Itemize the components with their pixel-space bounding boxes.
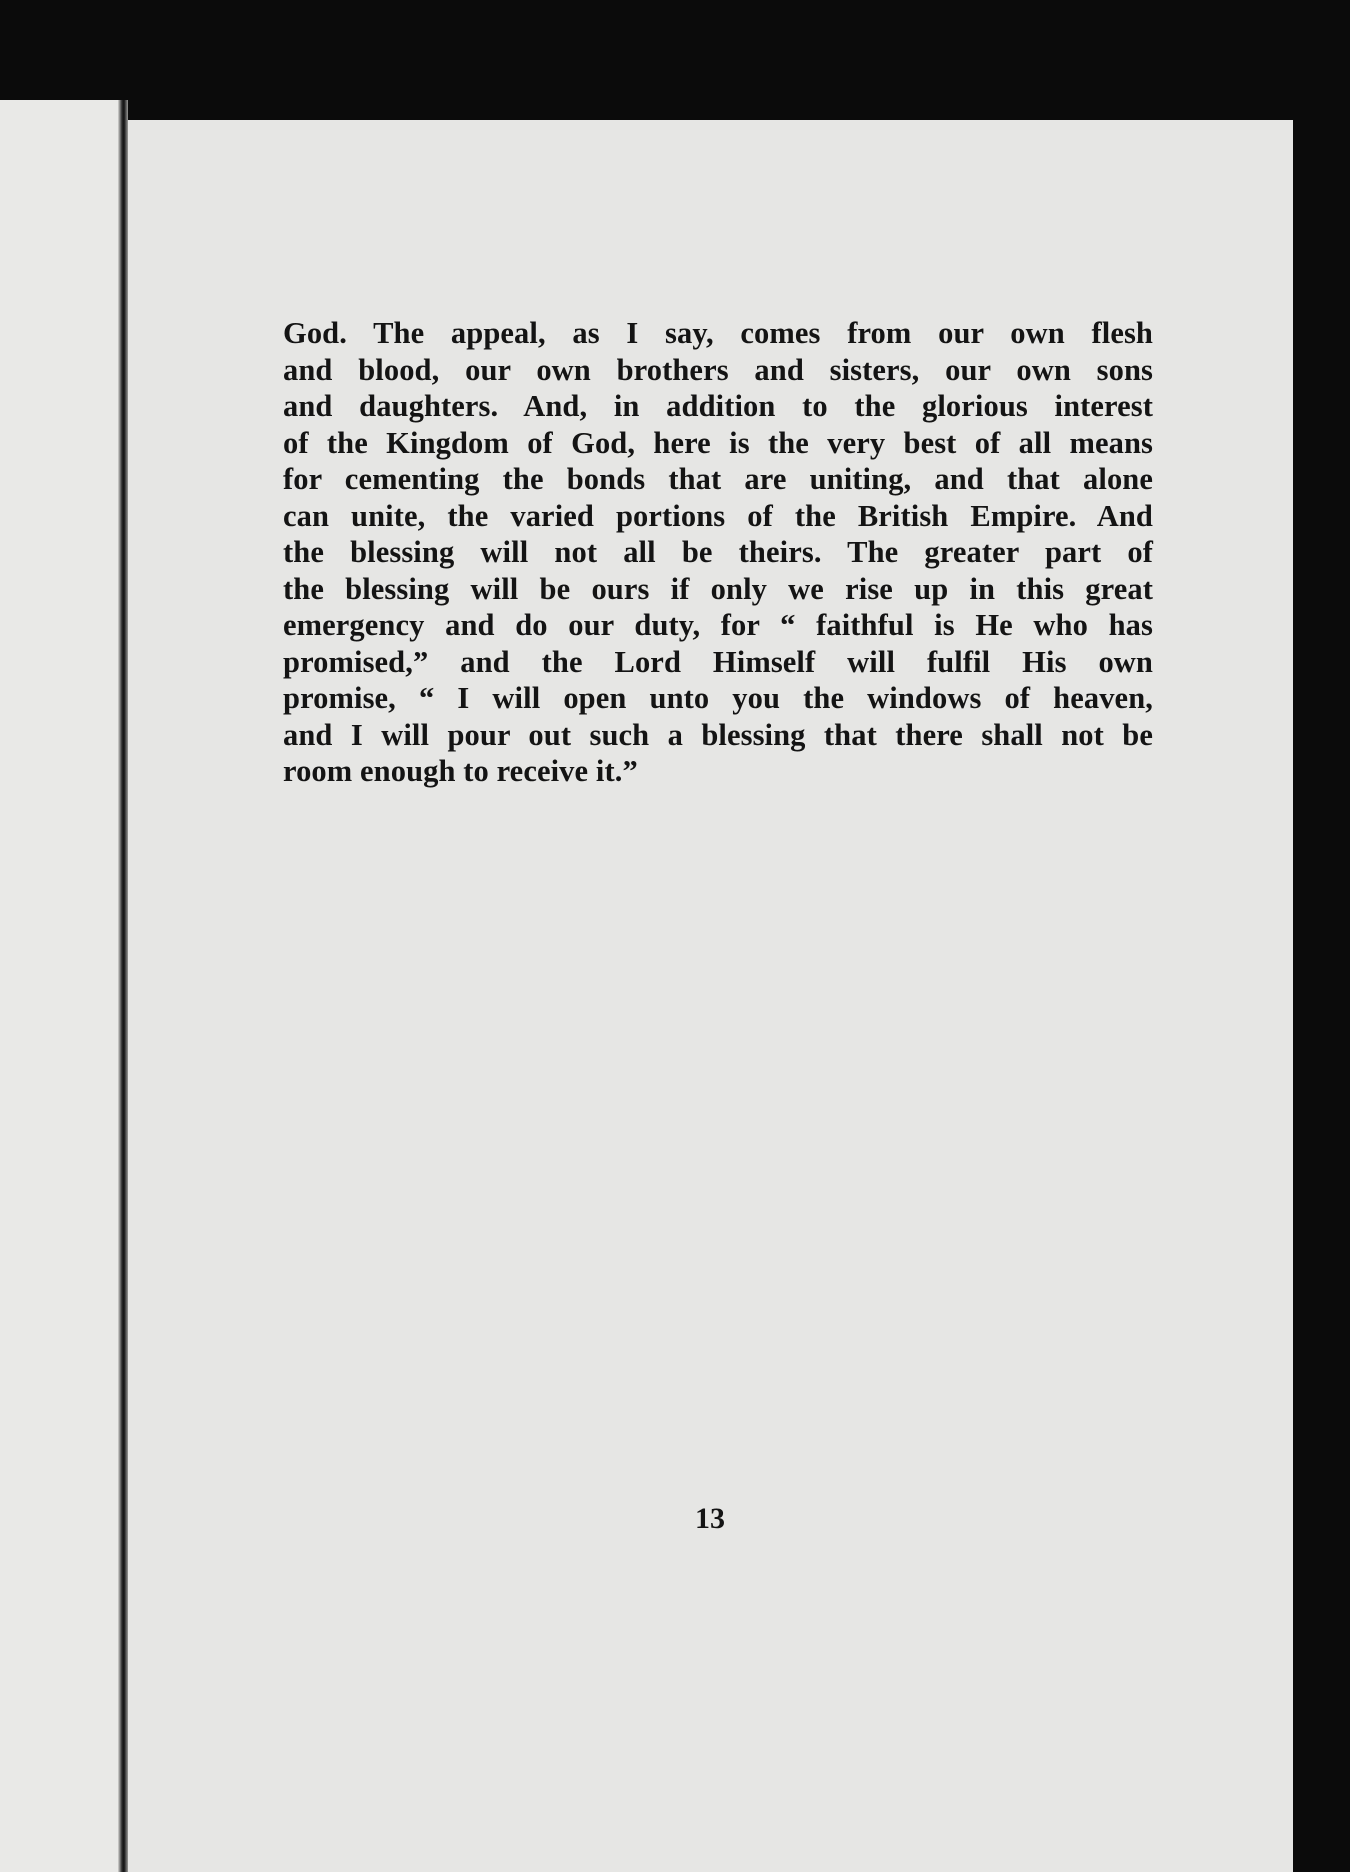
text-line: and I will pour out such a blessing that there shall not be: [283, 717, 1153, 752]
scan-background-right: [1293, 120, 1350, 1872]
previous-page-edge: [0, 100, 128, 1872]
text-line: promised,” and the Lord Himself will fulfil His own: [283, 644, 1153, 679]
text-line: can unite, the varied portions of the British Empire. And: [283, 498, 1153, 533]
text-line: for cementing the bonds that are uniting, and that alone: [283, 462, 1153, 496]
text-line: promise, “ I will open unto you the windows of heaven,: [283, 681, 1153, 715]
text-line: God. The appeal, as I say, comes from our own flesh: [283, 316, 1153, 350]
text-line: of the Kingdom of God, here is the very best of all means: [283, 425, 1153, 460]
text-line: emergency and do our duty, for “ faithful is He who has: [283, 608, 1153, 642]
text-line: the blessing will not all be theirs. The greater part of: [283, 535, 1153, 569]
text-line: and daughters. And, in addition to the glorious interest: [283, 389, 1153, 423]
text-line: room enough to receive it.”: [283, 754, 638, 788]
text-line: and blood, our own brothers and sisters, our own sons: [283, 352, 1153, 387]
book-gutter: [118, 100, 128, 1872]
text-line: the blessing will be ours if only we rise up in this great: [283, 571, 1153, 606]
page-number: 13: [695, 1502, 725, 1535]
body-text: [283, 315, 1153, 790]
